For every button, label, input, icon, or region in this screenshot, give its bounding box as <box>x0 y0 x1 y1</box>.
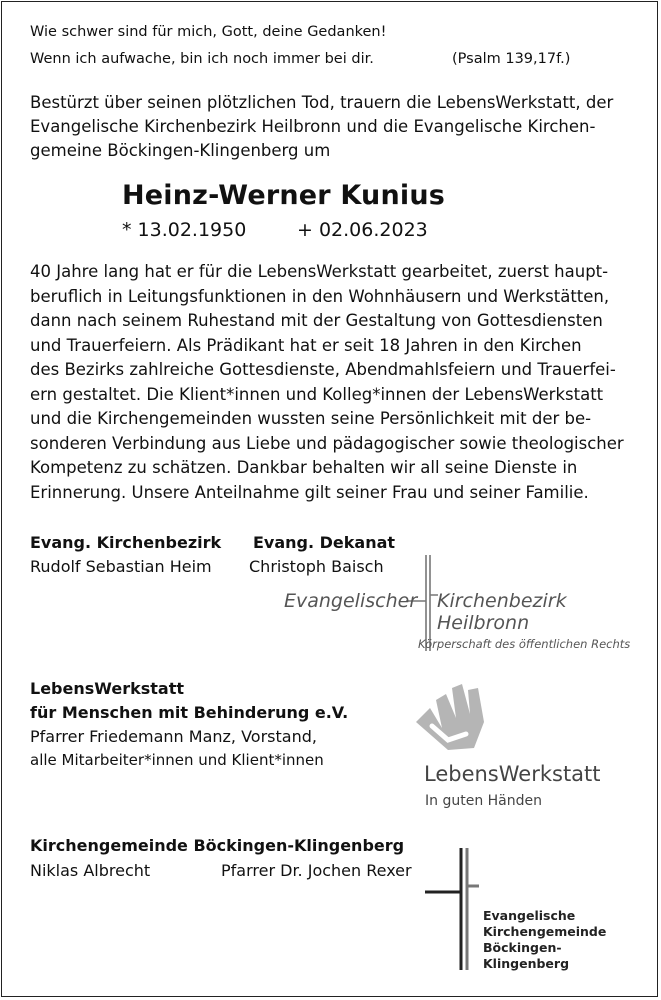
body-line: ern gestaltet. Die Klient*innen und Kolleg*innen der LebensWerkstatt <box>30 384 604 404</box>
body-line: Kompetenz zu schätzen. Dankbar behalten wir all seine Dienste in <box>30 458 578 477</box>
signature-org-gemeinde: Kirchengemeinde Böckingen-Klingenberg <box>30 836 405 855</box>
logo-lebenswerkstatt-tagline: In guten Händen <box>425 793 542 809</box>
signature-person-gemeinde-2: Pfarrer Dr. Jochen Rexer <box>221 861 412 880</box>
intro-line-1: Bestürzt über seinen plötzlichen Tod, trauern die LebensWerkstatt, der <box>30 93 614 112</box>
body-line: und die Kirchengemeinden wussten seine Persönlichkeit mit der be- <box>30 409 592 428</box>
logo-gemeinde-line: Klingenberg <box>483 956 570 971</box>
deceased-name: Heinz-Werner Kunius <box>122 180 446 211</box>
logo-gemeinde-line: Böckingen- <box>483 940 562 955</box>
body-line: sonderen Verbindung aus Liebe und pädagogischer sowie theologischer <box>30 433 624 453</box>
verse-line-2: Wenn ich aufwache, bin ich noch immer bei dir. <box>30 51 374 67</box>
logo-gemeinde-line: Evangelische <box>483 908 576 923</box>
intro-line-2: Evangelische Kirchenbezirk Heilbronn und die Evangelische Kirchen- <box>30 117 596 136</box>
death-date: + 02.06.2023 <box>297 219 428 241</box>
signature-org-lebenswerkstatt-2: für Menschen mit Behinderung e.V. <box>30 703 349 722</box>
body-line: des Bezirks zahlreiche Gottesdienste, Abendmahlsfeiern und Trauerfei- <box>30 360 616 379</box>
logo-kirchenbezirk-left: Evangelischer <box>284 590 418 612</box>
signature-org-lebenswerkstatt: LebensWerkstatt <box>30 679 184 698</box>
signature-person-gemeinde-1: Niklas Albrecht <box>30 861 151 880</box>
intro-line-3: gemeine Böckingen-Klingenberg um <box>30 141 331 160</box>
signature-staff-lebenswerkstatt: alle Mitarbeiter*innen und Klient*innen <box>30 751 324 769</box>
birth-date: * 13.02.1950 <box>122 219 247 241</box>
logo-kirchenbezirk-right1: Kirchenbezirk <box>437 590 567 612</box>
cross-icon <box>425 848 481 974</box>
logo-kirchenbezirk-tagline: Körperschaft des öffentlichen Rechts <box>418 637 631 651</box>
signature-person-bezirk: Rudolf Sebastian Heim <box>30 557 212 576</box>
body-line: dann nach seinem Ruhestand mit der Gestaltung von Gottesdiensten <box>30 311 603 330</box>
verse-line-1: Wie schwer sind für mich, Gott, deine Gedanken! <box>30 24 387 40</box>
verse-source: (Psalm 139,17f.) <box>452 51 571 67</box>
body-line: 40 Jahre lang hat er für die LebensWerkstatt gearbeitet, zuerst haupt- <box>30 262 609 281</box>
signature-person-dekanat: Christoph Baisch <box>249 557 384 576</box>
signature-person-lebenswerkstatt: Pfarrer Friedemann Manz, Vorstand, <box>30 727 317 746</box>
hand-icon <box>412 678 492 758</box>
logo-kirchenbezirk-right2: Heilbronn <box>437 612 530 634</box>
body-line: beruflich in Leitungsfunktionen in den Wohnhäusern und Werkstätten, <box>30 286 610 306</box>
signature-org-dekanat: Evang. Dekanat <box>253 533 396 552</box>
logo-gemeinde-line: Kirchengemeinde <box>483 924 607 939</box>
body-line: Erinnerung. Unsere Anteilnahme gilt seiner Frau und seiner Familie. <box>30 482 589 502</box>
body-line: und Trauerfeiern. Als Prädikant hat er seit 18 Jahren in den Kirchen <box>30 335 582 355</box>
logo-lebenswerkstatt-title: LebensWerkstatt <box>424 762 601 786</box>
signature-org-bezirk: Evang. Kirchenbezirk <box>30 533 222 552</box>
